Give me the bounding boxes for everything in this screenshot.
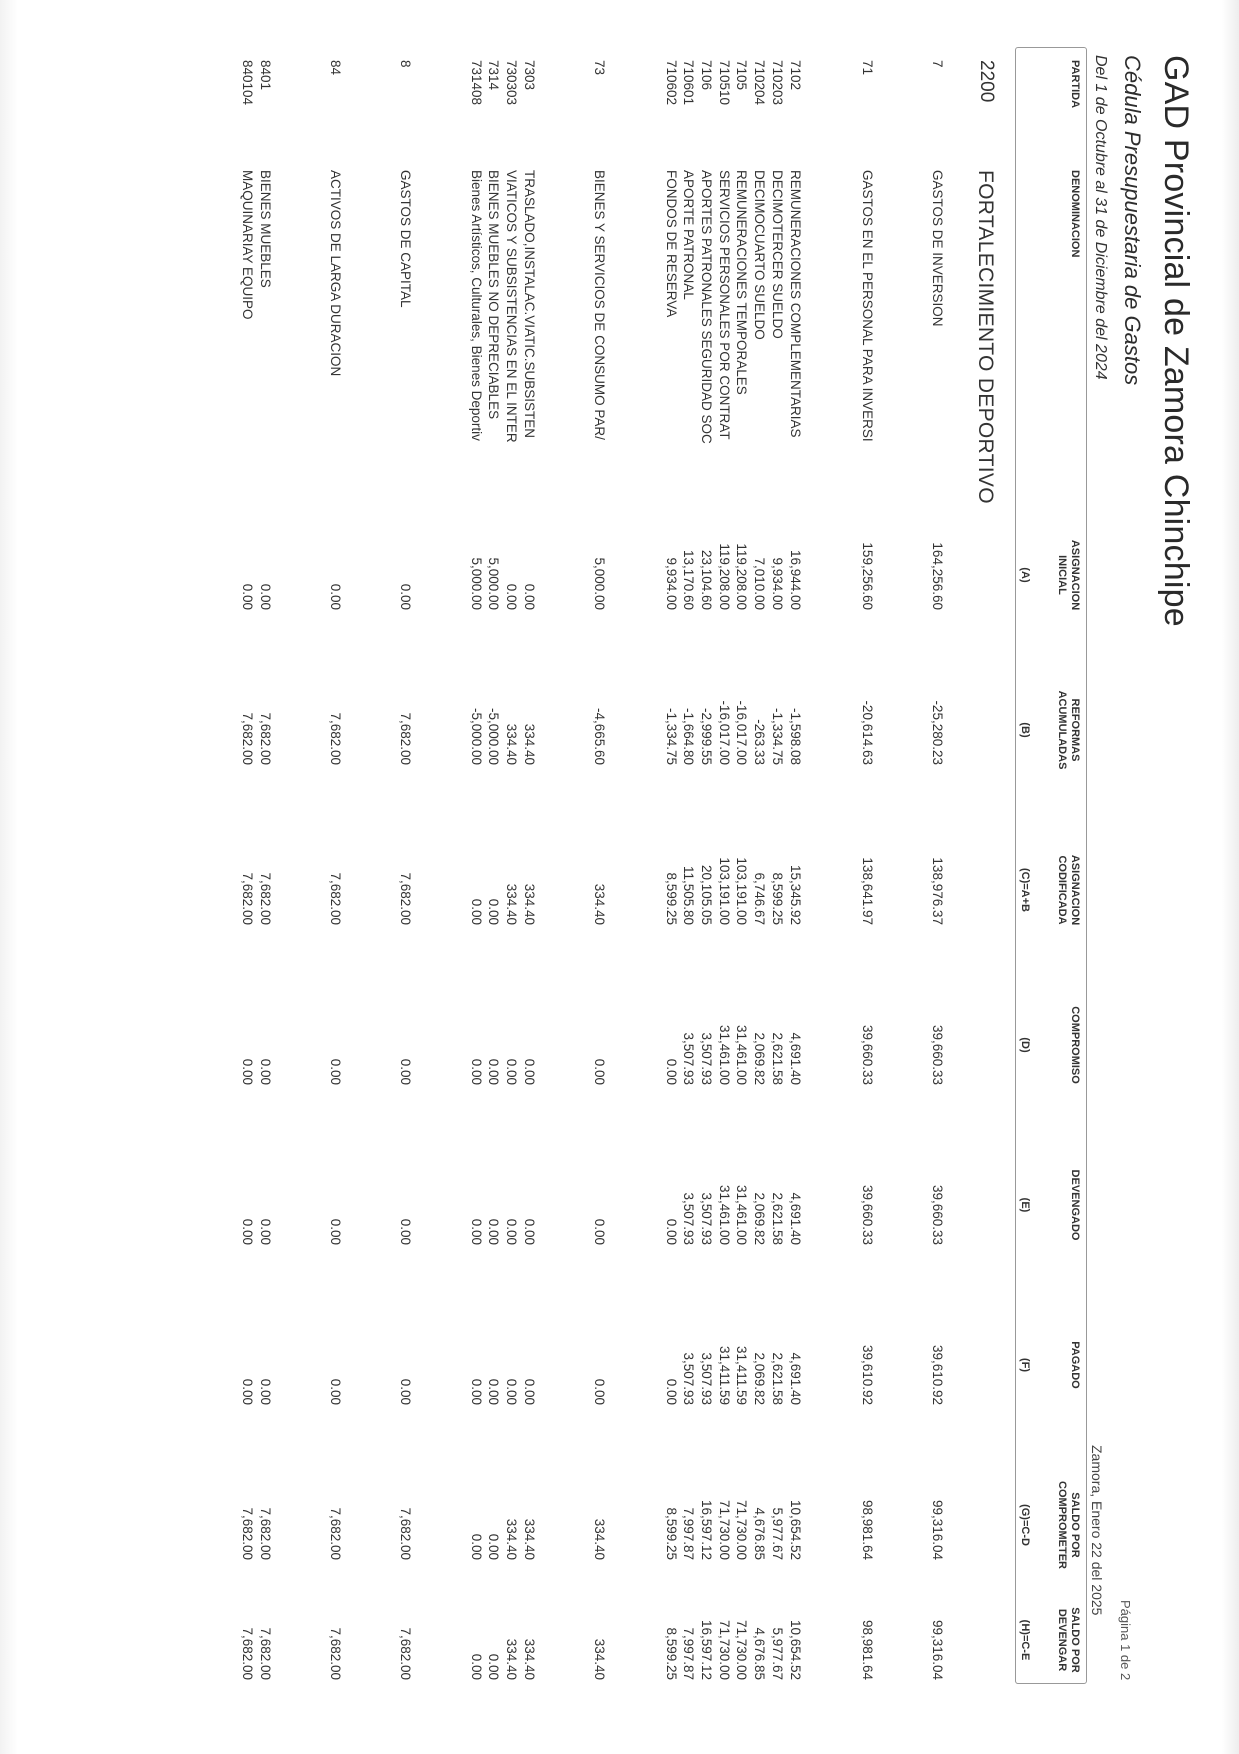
cell-h: 334.40: [504, 1638, 519, 1680]
formula-g: (G)=C-D: [1019, 1504, 1031, 1546]
cell-a: 159,256.60: [860, 542, 875, 610]
cell-e: 39,660.33: [930, 1184, 945, 1245]
cell-c: 103,191.00: [734, 857, 749, 925]
cell-h: 4,676.85: [752, 1627, 767, 1680]
cell-h: 7,682.00: [328, 1627, 343, 1680]
section-code: 2200: [976, 60, 997, 103]
formula-b: (B): [1019, 722, 1031, 738]
cell-b: -263.33: [752, 719, 767, 765]
cell-c: 138,976.37: [930, 857, 945, 925]
cell-a: 0.00: [258, 583, 273, 610]
cell-a: 13,170.60: [681, 549, 696, 610]
formula-e: (E): [1019, 1197, 1031, 1213]
cell-name: VIATICOS Y SUBSISTENCIAS EN EL INTER: [504, 170, 519, 443]
cell-f: 0.00: [664, 1378, 679, 1405]
report-date: Zamora, Enero 22 del 2025: [1089, 1445, 1105, 1616]
cell-name: MAQUINARIAY EQUIPO: [240, 170, 255, 320]
cell-h: 10,654.52: [788, 1619, 803, 1680]
header-partida: PARTIDA: [1069, 60, 1081, 109]
cell-b: 7,682.00: [328, 712, 343, 765]
cell-h: 0.00: [469, 1653, 484, 1680]
cell-g: 0.00: [486, 1533, 501, 1560]
cell-g: 10,654.52: [788, 1499, 803, 1560]
formula-h: (H)=C-E: [1019, 1619, 1031, 1661]
cell-code: 840104: [240, 60, 255, 106]
cell-e: 0.00: [469, 1218, 484, 1245]
cell-e: 0.00: [504, 1218, 519, 1245]
cell-c: 334.40: [522, 883, 537, 925]
cell-a: 119,208.00: [734, 543, 749, 610]
cell-e: 31,461.00: [717, 1184, 732, 1245]
cell-f: 39,610.92: [860, 1344, 875, 1405]
cell-code: 8: [398, 60, 413, 68]
cell-code: 71: [860, 60, 875, 76]
cell-a: 9,934.00: [770, 557, 785, 610]
cell-g: 7,682.00: [328, 1507, 343, 1560]
cell-e: 31,461.00: [734, 1184, 749, 1245]
cell-code: 710510: [717, 60, 732, 106]
cell-a: 0.00: [398, 583, 413, 610]
header-compromiso: COMPROMISO: [1069, 1006, 1081, 1084]
page-subtitle: Cédula Presupuestaria de Gastos: [1120, 55, 1145, 386]
cell-g: 334.40: [522, 1518, 537, 1560]
cell-d: 39,660.33: [860, 1024, 875, 1085]
cell-b: -1,598.08: [788, 707, 803, 765]
cell-f: 3,507.93: [681, 1352, 696, 1405]
cell-name: TRASLADO,INSTALAC.VIATIC.SUBSISTEN: [522, 170, 537, 439]
cell-code: 7314: [486, 60, 501, 91]
cell-g: 7,682.00: [240, 1507, 255, 1560]
cell-f: 0.00: [398, 1378, 413, 1405]
header-denominacion: DENOMINACION: [1069, 170, 1081, 258]
cell-a: 23,104.60: [699, 549, 714, 610]
cell-d: 39,660.33: [930, 1024, 945, 1085]
cell-d: 31,461.00: [734, 1024, 749, 1085]
cell-g: 71,730.00: [717, 1499, 732, 1560]
cell-e: 0.00: [664, 1218, 679, 1245]
cell-h: 7,682.00: [398, 1627, 413, 1680]
formula-a: (A): [1019, 567, 1031, 583]
cell-b: 334.40: [522, 723, 537, 765]
cell-e: 0.00: [592, 1218, 607, 1245]
cell-d: 31,461.00: [717, 1024, 732, 1085]
cell-code: 7: [930, 60, 945, 68]
cell-f: 0.00: [486, 1378, 501, 1405]
cell-code: 7106: [699, 60, 714, 91]
cell-g: 7,997.87: [681, 1507, 696, 1560]
cell-c: 8,599.25: [770, 872, 785, 925]
cell-code: 7105: [734, 60, 749, 91]
cell-h: 334.40: [592, 1638, 607, 1680]
cell-f: 0.00: [258, 1378, 273, 1405]
cell-f: 0.00: [522, 1378, 537, 1405]
page-number: Página 1 de 2: [1118, 1600, 1133, 1681]
cell-a: 7,010.00: [752, 557, 767, 610]
cell-h: 99,316.04: [930, 1619, 945, 1680]
cell-code: 7303: [522, 60, 537, 91]
cell-f: 2,069.82: [752, 1352, 767, 1405]
header-pagado: PAGADO: [1069, 1341, 1081, 1389]
cell-g: 8,599.25: [664, 1507, 679, 1560]
cell-name: BIENES MUEBLES: [258, 170, 273, 288]
cell-g: 334.40: [592, 1518, 607, 1560]
cell-g: 0.00: [469, 1533, 484, 1560]
cell-d: 0.00: [398, 1058, 413, 1085]
cell-f: 2,621.58: [770, 1352, 785, 1405]
cell-d: 0.00: [258, 1058, 273, 1085]
cell-c: 8,599.25: [664, 872, 679, 925]
cell-name: BIENES MUEBLES NO DEPRECIABLES: [486, 170, 501, 420]
cell-g: 7,682.00: [258, 1507, 273, 1560]
cell-d: 0.00: [522, 1058, 537, 1085]
cell-d: 3,507.93: [699, 1032, 714, 1085]
cell-c: 7,682.00: [328, 872, 343, 925]
cell-name: BIENES Y SERVICIOS DE CONSUMO PAR/: [592, 170, 607, 440]
cell-b: -1,334.75: [770, 707, 785, 765]
rotated-page: [25, 30, 1205, 1750]
header-saldo-devengar: SALDO POR DEVENGAR: [1056, 1607, 1081, 1673]
cell-d: 0.00: [486, 1058, 501, 1085]
cell-f: 0.00: [328, 1378, 343, 1405]
cell-b: -2,999.55: [699, 707, 714, 765]
cell-h: 71,730.00: [717, 1619, 732, 1680]
cell-e: 0.00: [328, 1218, 343, 1245]
cell-a: 0.00: [522, 583, 537, 610]
cell-b: -5,000.00: [486, 707, 501, 765]
cell-f: 0.00: [240, 1378, 255, 1405]
cell-h: 7,997.87: [681, 1627, 696, 1680]
cell-g: 99,316.04: [930, 1499, 945, 1560]
cell-f: 0.00: [592, 1378, 607, 1405]
cell-b: -25,280.23: [930, 700, 945, 765]
cell-b: -20,614.63: [860, 700, 875, 765]
cell-f: 3,507.93: [699, 1352, 714, 1405]
section-name: FORTALECIMIENTO DEPORTIVO: [974, 170, 997, 504]
cell-c: 0.00: [469, 898, 484, 925]
cell-b: 334.40: [504, 723, 519, 765]
cell-f: 4,691.40: [788, 1352, 803, 1405]
cell-a: 5,000.00: [592, 557, 607, 610]
cell-c: 7,682.00: [240, 872, 255, 925]
cell-d: 0.00: [592, 1058, 607, 1085]
cell-d: 0.00: [240, 1058, 255, 1085]
cell-name: GASTOS EN EL PERSONAL PARA INVERSI: [860, 170, 875, 442]
cell-b: -4,665.60: [592, 707, 607, 765]
cell-h: 16,597.12: [699, 1619, 714, 1680]
cell-c: 138,641.97: [860, 857, 875, 925]
cell-name: REMUNERACIONES TEMPORALES: [734, 170, 749, 395]
cell-c: 11,505.80: [681, 865, 696, 925]
cell-name: Bienes Artísticos, Culturales, Bienes Deportiv: [469, 170, 484, 441]
cell-b: -1,664.80: [681, 707, 696, 765]
cell-code: 710601: [681, 60, 696, 106]
cell-g: 4,676.85: [752, 1507, 767, 1560]
formula-c: (C)=A+B: [1019, 867, 1031, 912]
cell-b: 7,682.00: [240, 712, 255, 765]
cell-b: -16,017.00: [734, 700, 749, 765]
cell-e: 39,660.33: [860, 1184, 875, 1245]
cell-e: 2,621.58: [770, 1192, 785, 1245]
cell-d: 2,621.58: [770, 1032, 785, 1085]
header-asignacion-inicial: ASIGNACION INICIAL: [1056, 539, 1081, 611]
cell-b: 7,682.00: [398, 712, 413, 765]
cell-name: SERVICIOS PERSONALES POR CONTRAT: [717, 170, 732, 440]
header-reformas: REFORMAS ACUMULADAS: [1056, 690, 1081, 770]
cell-e: 0.00: [398, 1218, 413, 1245]
cell-d: 4,691.40: [788, 1032, 803, 1085]
cell-a: 0.00: [240, 583, 255, 610]
cell-d: 0.00: [504, 1058, 519, 1085]
cell-code: 7102: [788, 60, 803, 91]
cell-f: 31,411.59: [734, 1345, 749, 1405]
cell-c: 7,682.00: [258, 872, 273, 925]
cell-a: 164,256.60: [930, 542, 945, 610]
cell-g: 16,597.12: [699, 1499, 714, 1560]
cell-a: 119,208.00: [717, 543, 732, 610]
cell-a: 9,934.00: [664, 557, 679, 610]
cell-g: 71,730.00: [734, 1499, 749, 1560]
cell-a: 0.00: [328, 583, 343, 610]
cell-b: -16,017.00: [717, 700, 732, 765]
cell-b: -1,334.75: [664, 707, 679, 765]
cell-h: 71,730.00: [734, 1619, 749, 1680]
cell-g: 334.40: [504, 1518, 519, 1560]
cell-h: 8,599.25: [664, 1627, 679, 1680]
cell-g: 98,981.64: [860, 1499, 875, 1560]
cell-c: 7,682.00: [398, 872, 413, 925]
cell-c: 103,191.00: [717, 857, 732, 925]
cell-code: 710203: [770, 60, 785, 106]
cell-code: 73: [592, 60, 607, 76]
cell-name: DECIMOTERCER SUELDO: [770, 170, 785, 339]
cell-c: 334.40: [592, 883, 607, 925]
cell-code: 730303: [504, 60, 519, 106]
cell-f: 0.00: [504, 1378, 519, 1405]
cell-d: 2,069.82: [752, 1032, 767, 1085]
cell-name: DECIMOCUARTO SUELDO: [752, 170, 767, 340]
cell-c: 20,105.05: [699, 864, 714, 925]
cell-e: 4,691.40: [788, 1192, 803, 1245]
cell-code: 731408: [469, 60, 484, 106]
header-asignacion-codificada: ASIGNACION CODIFICADA: [1056, 854, 1081, 926]
cell-name: APORTE PATRONAL: [681, 170, 696, 300]
cell-d: 0.00: [664, 1058, 679, 1085]
cell-f: 0.00: [469, 1378, 484, 1405]
cell-a: 5,000.00: [469, 557, 484, 610]
page-title: GAD Provincial de Zamora Chinchipe: [1157, 55, 1195, 627]
cell-c: 6,746.67: [752, 872, 767, 925]
cell-c: 0.00: [486, 898, 501, 925]
cell-h: 7,682.00: [258, 1627, 273, 1680]
cell-h: 5,977.67: [770, 1627, 785, 1680]
cell-e: 2,069.82: [752, 1192, 767, 1245]
cell-a: 16,944.00: [788, 549, 803, 610]
formula-d: (D): [1019, 1037, 1031, 1053]
cell-code: 710204: [752, 60, 767, 106]
cell-e: 3,507.93: [681, 1192, 696, 1245]
cell-code: 710602: [664, 60, 679, 106]
cell-c: 15,345.92: [788, 864, 803, 925]
cell-e: 3,507.93: [699, 1192, 714, 1245]
cell-h: 334.40: [522, 1638, 537, 1680]
header-saldo-comprometer: SALDO POR COMPROMETER: [1056, 1481, 1081, 1569]
cell-a: 5,000.00: [486, 557, 501, 610]
cell-a: 0.00: [504, 583, 519, 610]
cell-d: 3,507.93: [681, 1032, 696, 1085]
cell-h: 7,682.00: [240, 1627, 255, 1680]
cell-code: 84: [328, 60, 343, 76]
cell-d: 0.00: [469, 1058, 484, 1085]
cell-name: GASTOS DE INVERSION: [930, 170, 945, 327]
cell-name: GASTOS DE CAPITAL: [398, 170, 413, 308]
cell-e: 0.00: [258, 1218, 273, 1245]
report-period: Del 1 de Octubre al 31 de Diciembre del 2024: [1092, 55, 1109, 380]
cell-name: FONDOS DE RESERVA: [664, 170, 679, 318]
cell-f: 39,610.92: [930, 1344, 945, 1405]
formula-f: (F): [1019, 1357, 1031, 1373]
cell-b: -5,000.00: [469, 707, 484, 765]
cell-h: 98,981.64: [860, 1619, 875, 1680]
cell-code: 8401: [258, 60, 273, 91]
cell-h: 0.00: [486, 1653, 501, 1680]
cell-e: 0.00: [486, 1218, 501, 1245]
cell-name: APORTES PATRONALES SEGURIDAD SOC: [699, 170, 714, 444]
cell-name: REMUNERACIONES COMPLEMENTARIAS: [788, 170, 803, 438]
cell-e: 0.00: [522, 1218, 537, 1245]
header-devengado: DEVENGADO: [1069, 1169, 1081, 1241]
cell-g: 5,977.67: [770, 1507, 785, 1560]
cell-b: 7,682.00: [258, 712, 273, 765]
cell-g: 7,682.00: [398, 1507, 413, 1560]
cell-f: 31,411.59: [717, 1345, 732, 1405]
cell-name: ACTIVOS DE LARGA DURACION: [328, 170, 343, 377]
cell-c: 334.40: [504, 883, 519, 925]
cell-d: 0.00: [328, 1058, 343, 1085]
cell-e: 0.00: [240, 1218, 255, 1245]
